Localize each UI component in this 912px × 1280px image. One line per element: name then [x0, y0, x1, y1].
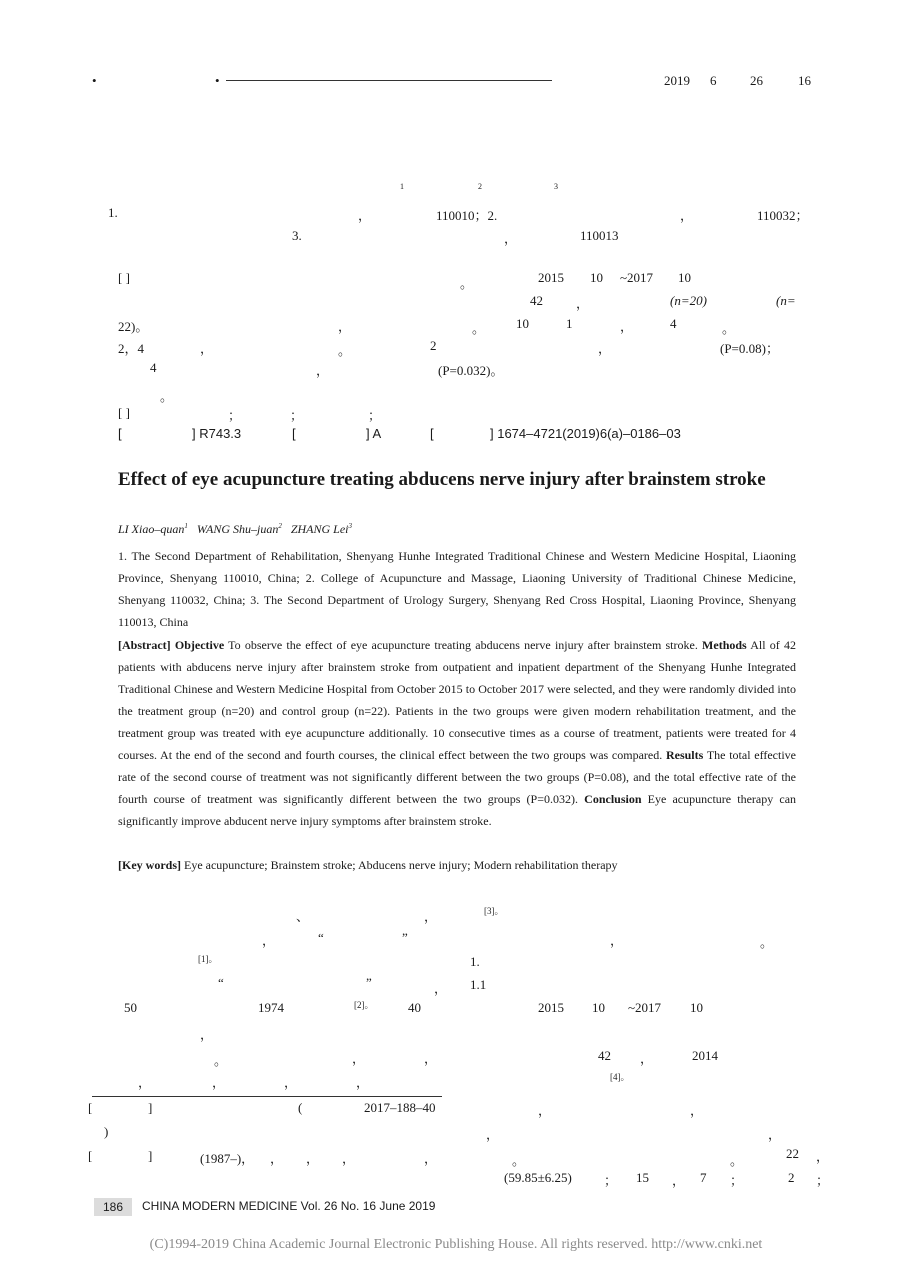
cn-author-sup-1: 1 [400, 182, 404, 191]
en-abstract [118, 634, 796, 832]
body-text: 15 [636, 1170, 649, 1185]
cn-abstract-text: (P=0.032)。 [438, 363, 504, 378]
cn-affil-comma: ， [358, 208, 372, 223]
cn-abstract-text: ， [620, 319, 634, 334]
section-heading-1-1: 1.1 [470, 977, 487, 992]
cn-author-sup-2: 2 [478, 182, 482, 191]
body-punct: ， [434, 981, 448, 996]
body-punct: ， [672, 1173, 686, 1188]
footnote-bracket: ] [148, 1100, 153, 1115]
cn-affil-comma: ， [504, 231, 518, 246]
page-number: 186 [94, 1198, 132, 1216]
body-punct: ， [424, 1051, 438, 1066]
body-text: ， [640, 1051, 654, 1066]
cn-article-bracket: [ [430, 426, 434, 441]
header-no: 16 [798, 73, 811, 88]
footnote-grant: 2017–188–40 [364, 1100, 436, 1115]
cn-abstract-text: ， [576, 296, 590, 311]
header-bullet-left: • [92, 73, 97, 88]
cn-affil-comma: ， [680, 208, 694, 223]
cn-affil-zip1: 110010；2. [436, 208, 498, 223]
footnote-paren: ( [298, 1100, 303, 1115]
body-text: 40 [408, 1000, 421, 1015]
cn-abstract-text: 2，4 [118, 341, 145, 356]
keywords-label: [Key words] [118, 858, 181, 872]
cn-abstract-mark: 。 [460, 276, 474, 291]
objective-text: To observe the effect of eye acupuncture treating abducens nerve injury after brainstem stroke. [228, 638, 698, 652]
body-text: 2015 [538, 1000, 564, 1015]
body-text: 1974 [258, 1000, 284, 1015]
body-punct: ” [366, 975, 372, 990]
en-author-sup: 3 [348, 522, 353, 530]
cn-abstract-text: 10 [678, 270, 691, 285]
cn-keywords-sep: ； [368, 408, 382, 423]
en-author: WANG Shu–juan [196, 522, 279, 536]
body-punct: ， [284, 1075, 298, 1090]
methods-label: Methods [702, 638, 747, 652]
footnote-punct: ， [270, 1151, 284, 1166]
cn-abstract-text: 10 [516, 316, 529, 331]
cn-abstract-text: 42 [530, 293, 543, 308]
cn-abstract-text: 。 [338, 343, 352, 358]
body-punct: 、 [296, 909, 310, 924]
body-punct: 。 [512, 1153, 526, 1168]
cn-doc-bracket: [ [292, 426, 296, 441]
header-rule [226, 80, 552, 81]
en-title: Effect of eye acupuncture treating abducens nerve injury after brainstem stroke [118, 469, 766, 490]
header-bullet-mid: • [215, 73, 220, 88]
cn-author-sup-3: 3 [554, 182, 558, 191]
body-punct: ， [262, 933, 276, 948]
cn-keywords-sep: ； [228, 408, 242, 423]
section-heading-1: 1. [470, 954, 480, 969]
en-author-sup: 2 [278, 522, 282, 530]
citation-2: [2]。 [354, 1000, 374, 1010]
body-punct: 。 [730, 1153, 744, 1168]
results-label: Results [665, 748, 704, 762]
body-punct: ， [138, 1075, 152, 1090]
footnote-paren: ) [104, 1124, 109, 1139]
en-author: LI Xiao–quan [118, 522, 185, 536]
cn-abstract-text: ~2017 [620, 270, 654, 285]
body-punct: 。 [760, 935, 774, 950]
body-text: 42 [598, 1048, 611, 1063]
footnote-rule [92, 1096, 442, 1097]
cn-abstract-text: 。 [722, 321, 736, 336]
cn-abstract-text: 1 [566, 316, 573, 331]
cn-abstract-text: (P=0.08)； [720, 341, 779, 356]
body-punct: ” [402, 930, 408, 945]
body-punct: ， [352, 1051, 366, 1066]
en-authors [118, 522, 352, 537]
body-punct: ； [816, 1173, 830, 1188]
footnote-punct: ， [306, 1151, 320, 1166]
cn-abstract-text: (n= [776, 293, 796, 308]
body-punct: ， [816, 1149, 830, 1164]
cn-abstract-text: 。 [160, 389, 174, 404]
body-text: 7 [700, 1170, 707, 1185]
en-keywords [118, 854, 796, 876]
body-punct: ， [486, 1127, 500, 1142]
cn-doc-code: ] A [366, 426, 382, 441]
header-vol: 26 [750, 73, 763, 88]
body-punct: ， [538, 1103, 552, 1118]
cn-class-code: ] R743.3 [192, 426, 242, 441]
footnote-punct: ， [424, 1151, 438, 1166]
body-text: ~2017 [628, 1000, 662, 1015]
cn-abstract-text: 4 [670, 316, 677, 331]
en-affiliation: 1. The Second Department of Rehabilitation, Shenyang Hunhe Integrated Traditional Chinese and Western Medicine Hospital, Liaoning Province, Shenyang 110010, China; 2. College of Acupuncture and Massage, Liaoning University of Traditional Chinese Medicine, Shenyang 110032, China; 3. The Second Department of Urology Surgery, Shenyang Red Cross Hospital, Liaoning Province, Shenyang 110013, China [118, 549, 796, 629]
body-text: 10 [592, 1000, 605, 1015]
citation-1: [1]。 [198, 954, 218, 964]
cn-affil-1: 1. [108, 205, 118, 220]
body-punct: “ [218, 975, 224, 990]
results-text: The total effective rate of the second course of treatment was not significantly different between the two groups (P=0.08), and the total effective rate of the fourth course of treatment was significantly different between the two groups (P=0.032). [118, 748, 797, 806]
cn-abstract-text: (n=20) [670, 293, 707, 308]
journal-footer: CHINA MODERN MEDICINE Vol. 26 No. 16 June 2019 [142, 1199, 436, 1213]
citation-3: [3]。 [484, 906, 504, 916]
cn-article-id: ] 1674–4721(2019)6(a)–0186–03 [490, 426, 681, 441]
body-punct: ， [212, 1075, 226, 1090]
body-text: 50 [124, 1000, 137, 1015]
conclusion-label: Conclusion [584, 792, 642, 806]
cn-keywords-sep: ； [290, 408, 304, 423]
body-punct: ， [768, 1127, 782, 1142]
cn-abstract-text: 10 [590, 270, 603, 285]
header-year: 2019 [664, 73, 690, 88]
cn-abstract-text: 2015 [538, 270, 564, 285]
en-author: ZHANG Lei [290, 522, 349, 536]
body-punct: ， [690, 1103, 704, 1118]
abstract-label: [Abstract] [118, 638, 171, 652]
objective-label: Objective [174, 638, 225, 652]
body-text: 10 [690, 1000, 703, 1015]
body-punct: 。 [214, 1053, 228, 1068]
methods-text: All of 42 patients with abducens nerve injury after brainstem stroke from outpatient and inpatient department of the Shenyang Hunhe Integrated Traditional Chinese and Western Medicine Hospital from October 2015 to October 2017 were selected, and they were randomly divided into the treatment group (n=20) and control group (n=22). Patients in the two groups were given modern rehabilitation treatment, and the treatment group was treated with eye acupuncture additionally. 10 consecutive times as a course of treatment, patients were treated for 4 courses. At the end of the second and fourth courses, the clinical effect between the two groups was compared. [118, 638, 796, 762]
body-punct: ； [730, 1173, 744, 1188]
citation-4: [4]。 [610, 1072, 630, 1082]
cn-affil-zip3: 110013 [580, 228, 619, 243]
conclusion-text: Eye acupuncture therapy can significantly improve abducent nerve injury symptoms after brainstem stroke. [118, 792, 797, 828]
cn-abstract-text: ， [200, 341, 214, 356]
cn-abstract-text: 22)。 [118, 319, 149, 334]
footnote-bracket: [ [88, 1100, 93, 1115]
cn-abstract-text: 。 [472, 321, 486, 336]
footnote-birth: (1987–)， [200, 1151, 255, 1166]
header-issue: 6 [710, 73, 717, 88]
body-text: 2014 [692, 1048, 718, 1063]
footnote-punct: ， [342, 1151, 356, 1166]
body-punct: “ [318, 930, 324, 945]
footnote-bracket: ] [148, 1148, 153, 1163]
copyright-line: (C)1994-2019 China Academic Journal Electronic Publishing House. All rights reserved. http://www.cnki.net [149, 1237, 763, 1252]
body-age: (59.85±6.25) [504, 1170, 572, 1185]
cn-abstract-text: 2 [430, 338, 437, 353]
body-punct: ， [200, 1027, 214, 1042]
cn-abstract-text: 4 [150, 360, 157, 375]
en-author-sup: 1 [184, 522, 188, 530]
body-punct: ， [610, 933, 624, 948]
cn-class-bracket: [ [118, 426, 122, 441]
cn-abstract-text: ， [598, 341, 612, 356]
body-punct: ， [424, 909, 438, 924]
keywords-text: Eye acupuncture; Brainstem stroke; Abducens nerve injury; Modern rehabilitation therapy [184, 858, 618, 872]
cn-affil-3: 3. [292, 228, 302, 243]
cn-abstract-text: ， [338, 319, 352, 334]
body-text: 2 [788, 1170, 795, 1185]
cn-abstract-text: ， [316, 363, 330, 378]
body-text: 22 [786, 1146, 799, 1161]
body-punct: ， [356, 1075, 370, 1090]
cn-affil-zip2: 110032； [757, 208, 809, 223]
cn-keywords-bracket: [ ] [118, 405, 130, 420]
footnote-bracket: [ [88, 1148, 93, 1163]
cn-abstract-bracket: [ ] [118, 270, 130, 285]
body-punct: ； [604, 1173, 618, 1188]
